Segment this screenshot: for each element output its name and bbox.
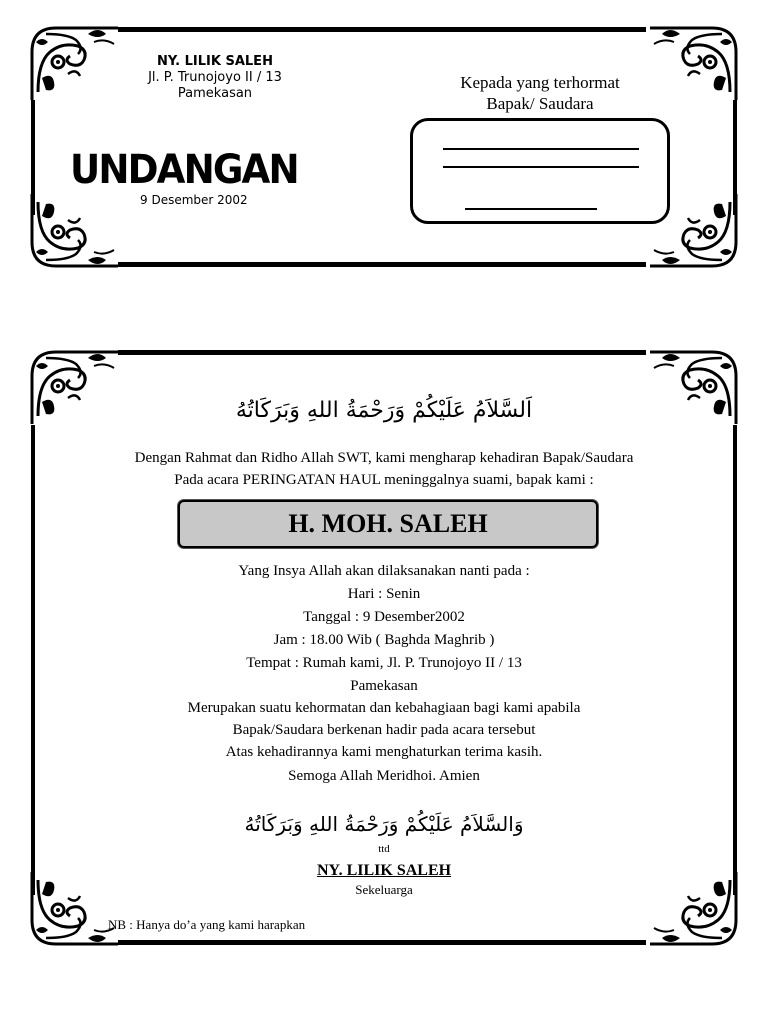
invitation-top-border [118,350,646,355]
schedule-time: Jam : 18.00 Wib ( Baghda Maghrib ) [273,632,495,648]
recipient-salutation: Kepada yang terhormat [460,73,620,92]
address-line [443,148,639,150]
corner-ornament-icon [28,192,120,272]
envelope-title: UNDANGAN [70,147,298,193]
opening-line-2: Pada acara PERINGATAN HAUL meninggalnya suami, bapak kami : [174,472,594,488]
invitation-bottom-border [118,940,646,945]
closing-line-2: Bapak/Saudara berkenan hadir pada acara tersebut [232,722,536,738]
envelope-card [0,0,768,290]
signer-name: NY. LILIK SALEH [316,862,452,879]
opening-line-1: Dengan Rahmat dan Ridho Allah SWT, kami mengharap kehadiran Bapak/Saudara [134,450,634,466]
schedule-day: Hari : Senin [347,586,421,602]
sender-name: NY. LILIK SALEH [157,54,273,69]
closing-line-3: Atas kehadirannya kami menghaturkan terima kasih. [225,744,543,760]
recipient-address-box [410,118,670,224]
signer-role: Sekeluarga [355,882,413,897]
envelope-bottom-border [118,262,646,267]
signed-mark: ttd [378,843,390,855]
schedule-place: Tempat : Rumah kami, Jl. P. Trunojoyo II / 13 [246,655,522,671]
address-line [443,166,639,168]
honoree-name-box: H. MOH. SALEH [178,500,598,548]
sender-city: Pamekasan [177,86,253,101]
invitation-card [0,340,768,980]
arabic-greeting: اَلسَّلاَمُ عَلَيْكُمْ وَرَحْمَةُ اللهِ وَبَرَكَاتُهُ [235,398,533,423]
schedule-date: Tanggal : 9 Desember2002 [303,609,465,625]
envelope-date: 9 Desember 2002 [140,193,248,207]
arabic-closing: وَالسَّلاَمُ عَلَيْكُمْ وَرَحْمَةُ اللهِ وَبَرَكَاتُهُ [244,812,524,836]
envelope-top-border [118,27,646,32]
recipient-title: Bapak/ Saudara [486,94,594,113]
schedule-place-city: Pamekasan [350,678,418,694]
closing-line-1: Merupakan suatu kehormatan dan kebahagiaan bagi kami apabila [187,700,581,716]
schedule-intro: Yang Insya Allah akan dilaksanakan nanti pada : [238,563,530,579]
address-line [465,208,597,210]
closing-line-4: Semoga Allah Meridhoi. Amien [288,768,480,784]
sender-address: Jl. P. Trunojoyo II / 13 [148,70,282,85]
footnote: NB : Hanya do’a yang kami harapkan [108,917,306,932]
